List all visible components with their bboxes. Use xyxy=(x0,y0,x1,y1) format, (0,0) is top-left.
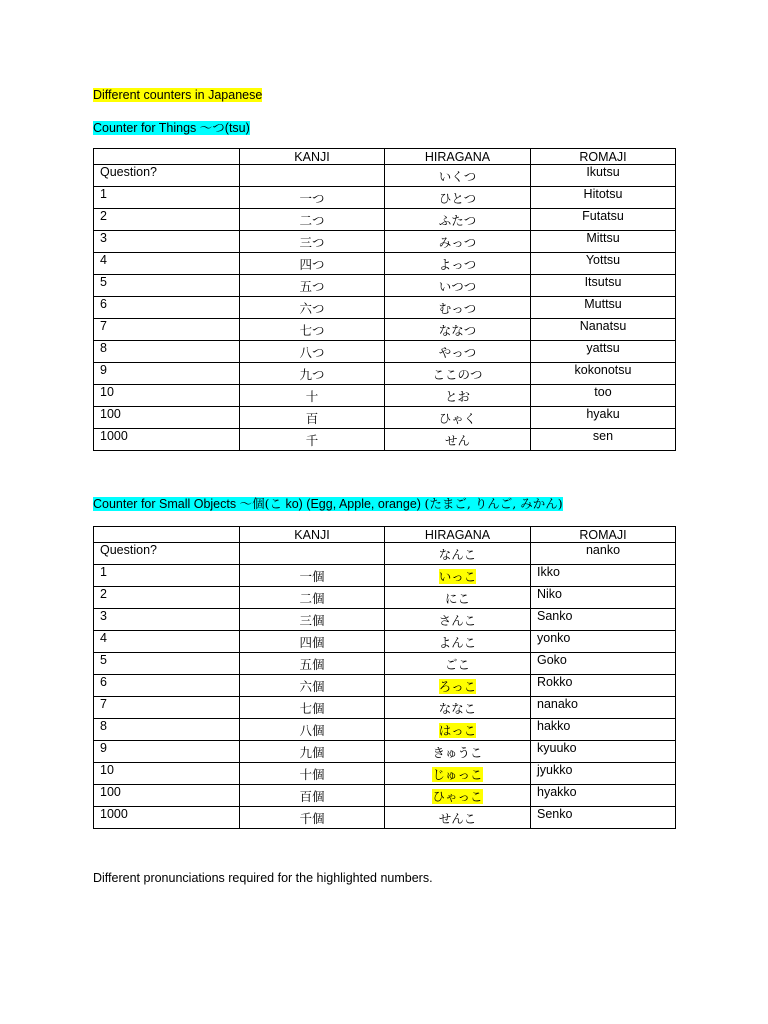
table-row xyxy=(94,363,676,385)
section2-heading-jp2: (たまご, りんご, みかん) xyxy=(424,496,563,511)
hiragana-cell-text: ここのつ xyxy=(432,367,483,382)
hiragana-cell xyxy=(385,631,531,653)
hiragana-cell-text: いっこ xyxy=(438,569,477,584)
kanji-cell xyxy=(240,653,385,675)
kanji-cell xyxy=(240,275,385,297)
table-row xyxy=(94,275,676,297)
number-cell-text: 2 xyxy=(100,209,107,223)
hiragana-cell-text: さんこ xyxy=(438,613,477,628)
hiragana-cell xyxy=(385,275,531,297)
number-cell-text: 10 xyxy=(100,385,114,399)
romaji-cell-text: yonko xyxy=(537,631,571,645)
number-cell-text: Question? xyxy=(100,543,157,557)
romaji-cell-text: Goko xyxy=(537,653,567,667)
romaji-cell xyxy=(531,763,676,785)
romaji-cell-text: Ikko xyxy=(537,565,560,579)
romaji-cell xyxy=(531,407,676,429)
hiragana-cell xyxy=(385,719,531,741)
number-cell-text: 1 xyxy=(100,565,107,579)
kanji-cell-text: 一つ xyxy=(299,191,325,206)
kanji-cell xyxy=(240,675,385,697)
romaji-cell-text: Mittsu xyxy=(586,231,620,245)
number-cell xyxy=(94,297,240,319)
hiragana-cell xyxy=(385,785,531,807)
romaji-cell xyxy=(531,565,676,587)
kanji-cell xyxy=(240,319,385,341)
kanji-cell xyxy=(240,187,385,209)
number-cell xyxy=(94,719,240,741)
romaji-cell xyxy=(531,675,676,697)
kanji-cell-text: 二つ xyxy=(299,213,325,228)
number-cell xyxy=(94,319,240,341)
section1-heading-jp: ～つ xyxy=(199,120,225,135)
hiragana-cell-text: やっつ xyxy=(438,345,477,360)
romaji-cell xyxy=(531,297,676,319)
table-row xyxy=(94,319,676,341)
kanji-cell xyxy=(240,543,385,565)
romaji-cell xyxy=(531,807,676,829)
romaji-cell-text: nanako xyxy=(537,697,579,711)
hiragana-cell xyxy=(385,363,531,385)
table-row xyxy=(94,631,676,653)
romaji-cell-text: nanko xyxy=(585,543,621,557)
hiragana-cell-text: きゅうこ xyxy=(432,745,483,760)
kanji-cell xyxy=(240,785,385,807)
hiragana-cell xyxy=(385,609,531,631)
table-row xyxy=(94,297,676,319)
romaji-cell xyxy=(531,697,676,719)
number-cell-text: 1000 xyxy=(100,429,128,443)
table-row xyxy=(94,763,676,785)
kanji-cell-text: 四つ xyxy=(299,257,325,272)
number-cell xyxy=(94,385,240,407)
header-kanji: KANJI xyxy=(240,527,385,543)
romaji-cell-text: Itsutsu xyxy=(584,275,622,289)
table-row xyxy=(94,587,676,609)
hiragana-cell xyxy=(385,407,531,429)
number-cell-text: 6 xyxy=(100,297,107,311)
hiragana-cell xyxy=(385,231,531,253)
romaji-cell-text: Nanatsu xyxy=(579,319,627,333)
kanji-cell xyxy=(240,363,385,385)
kanji-cell-text: 五つ xyxy=(299,279,325,294)
number-cell-text: 100 xyxy=(100,407,121,421)
section1-heading-suffix: (tsu) xyxy=(224,121,250,135)
hiragana-cell xyxy=(385,675,531,697)
section1-heading-prefix: Counter for Things xyxy=(93,121,200,135)
romaji-cell xyxy=(531,609,676,631)
number-cell xyxy=(94,165,240,187)
hiragana-cell-text: せんこ xyxy=(438,811,477,826)
kanji-cell-text: 七個 xyxy=(299,701,325,716)
number-cell-text: 5 xyxy=(100,275,107,289)
romaji-cell xyxy=(531,587,676,609)
number-cell-text: 3 xyxy=(100,231,107,245)
hiragana-cell-text: いつつ xyxy=(438,279,477,294)
romaji-cell-text: Ikutsu xyxy=(586,165,620,179)
number-cell-text: Question? xyxy=(100,165,157,179)
romaji-cell xyxy=(531,209,676,231)
number-cell xyxy=(94,631,240,653)
table-row xyxy=(94,653,676,675)
kanji-cell-text: 六つ xyxy=(299,301,325,316)
romaji-cell-text: hyakko xyxy=(537,785,577,799)
header-romaji: ROMAJI xyxy=(531,149,676,165)
title-text: Different counters in Japanese xyxy=(93,88,263,102)
table-row xyxy=(94,341,676,363)
hiragana-cell xyxy=(385,253,531,275)
hiragana-cell xyxy=(385,587,531,609)
kanji-cell-text: 九個 xyxy=(299,745,325,760)
number-cell xyxy=(94,741,240,763)
romaji-cell xyxy=(531,631,676,653)
romaji-cell xyxy=(531,275,676,297)
kanji-cell xyxy=(240,253,385,275)
section2-heading-mid: ko) (Egg, Apple, orange) xyxy=(281,497,425,511)
hiragana-cell xyxy=(385,543,531,565)
romaji-cell-text: Hitotsu xyxy=(583,187,623,201)
header-hiragana: HIRAGANA xyxy=(385,527,531,543)
hiragana-cell xyxy=(385,807,531,829)
table-row xyxy=(94,697,676,719)
number-cell-text: 6 xyxy=(100,675,107,689)
romaji-cell xyxy=(531,653,676,675)
number-cell xyxy=(94,675,240,697)
number-cell-text: 7 xyxy=(100,697,107,711)
romaji-cell xyxy=(531,719,676,741)
romaji-cell-text: too xyxy=(594,385,612,399)
hiragana-cell-text: ひとつ xyxy=(438,191,477,206)
hiragana-cell-text: むっつ xyxy=(438,301,477,316)
table-row xyxy=(94,429,676,451)
section1-heading-highlight xyxy=(93,121,250,135)
number-cell xyxy=(94,363,240,385)
hiragana-cell-text: ごこ xyxy=(444,657,470,672)
hiragana-cell xyxy=(385,165,531,187)
number-cell xyxy=(94,807,240,829)
table-row xyxy=(94,807,676,829)
table-row xyxy=(94,543,676,565)
kanji-cell-text: 三つ xyxy=(299,235,325,250)
number-cell xyxy=(94,697,240,719)
small-objects-counter-table xyxy=(93,526,676,829)
hiragana-cell-text: にこ xyxy=(444,591,470,606)
hiragana-cell xyxy=(385,297,531,319)
kanji-cell xyxy=(240,807,385,829)
kanji-cell-text: 千個 xyxy=(299,811,325,826)
number-cell-text: 8 xyxy=(100,719,107,733)
number-cell xyxy=(94,187,240,209)
romaji-cell xyxy=(531,429,676,451)
kanji-cell-text: 五個 xyxy=(299,657,325,672)
hiragana-cell xyxy=(385,187,531,209)
kanji-cell xyxy=(240,609,385,631)
table-row xyxy=(94,385,676,407)
hiragana-cell-text: じゅっこ xyxy=(432,767,483,782)
number-cell xyxy=(94,341,240,363)
number-cell xyxy=(94,275,240,297)
romaji-cell-text: Senko xyxy=(537,807,573,821)
kanji-cell-text: 六個 xyxy=(299,679,325,694)
romaji-cell-text: hyaku xyxy=(586,407,620,421)
romaji-cell-text: Sanko xyxy=(537,609,573,623)
number-cell xyxy=(94,253,240,275)
hiragana-cell-text: よっつ xyxy=(438,257,477,272)
hiragana-cell-text: とお xyxy=(444,389,470,404)
kanji-cell-text: 三個 xyxy=(299,613,325,628)
number-cell-text: 2 xyxy=(100,587,107,601)
section1-heading xyxy=(93,118,250,136)
kanji-cell-text: 百 xyxy=(305,411,319,426)
kanji-cell xyxy=(240,231,385,253)
number-cell-text: 4 xyxy=(100,253,107,267)
hiragana-cell xyxy=(385,565,531,587)
romaji-cell xyxy=(531,319,676,341)
kanji-cell xyxy=(240,587,385,609)
number-cell xyxy=(94,565,240,587)
number-cell-text: 1000 xyxy=(100,807,128,821)
table-row xyxy=(94,209,676,231)
number-cell-text: 1 xyxy=(100,187,107,201)
kanji-cell xyxy=(240,341,385,363)
table-row xyxy=(94,407,676,429)
kanji-cell-text: 十 xyxy=(305,389,319,404)
table-row xyxy=(94,785,676,807)
header-hiragana: HIRAGANA xyxy=(385,149,531,165)
hiragana-cell xyxy=(385,209,531,231)
romaji-cell xyxy=(531,165,676,187)
hiragana-cell-text: ななこ xyxy=(438,701,477,716)
romaji-cell-text: jyukko xyxy=(537,763,573,777)
kanji-cell-text: 九つ xyxy=(299,367,325,382)
hiragana-cell-text: ひゃっこ xyxy=(432,789,483,804)
number-cell-text: 100 xyxy=(100,785,121,799)
number-cell-text: 10 xyxy=(100,763,114,777)
number-cell xyxy=(94,543,240,565)
kanji-cell-text: 四個 xyxy=(299,635,325,650)
romaji-cell-text: Niko xyxy=(537,587,563,601)
kanji-cell xyxy=(240,209,385,231)
number-cell xyxy=(94,587,240,609)
kanji-cell-text: 十個 xyxy=(299,767,325,782)
kanji-cell xyxy=(240,165,385,187)
romaji-cell-text: kokonotsu xyxy=(574,363,632,377)
number-cell xyxy=(94,653,240,675)
hiragana-cell-text: いくつ xyxy=(438,169,477,184)
number-cell xyxy=(94,763,240,785)
kanji-cell-text: 一個 xyxy=(299,569,325,584)
romaji-cell-text: Muttsu xyxy=(584,297,622,311)
table-row xyxy=(94,741,676,763)
kanji-cell xyxy=(240,407,385,429)
section2-heading-prefix: Counter for Small Objects xyxy=(93,497,240,511)
number-cell-text: 7 xyxy=(100,319,107,333)
hiragana-cell xyxy=(385,697,531,719)
hiragana-cell-text: みっつ xyxy=(438,235,477,250)
romaji-cell xyxy=(531,385,676,407)
hiragana-cell-text: なんこ xyxy=(438,547,477,562)
romaji-cell xyxy=(531,253,676,275)
romaji-cell-text: hakko xyxy=(537,719,571,733)
section2-heading xyxy=(93,494,563,512)
kanji-cell xyxy=(240,697,385,719)
kanji-cell xyxy=(240,297,385,319)
table-row xyxy=(94,187,676,209)
kanji-cell xyxy=(240,429,385,451)
number-cell xyxy=(94,209,240,231)
header-number xyxy=(94,149,240,165)
romaji-cell-text: kyuuko xyxy=(537,741,577,755)
number-cell-text: 8 xyxy=(100,341,107,355)
romaji-cell-text: sen xyxy=(592,429,614,443)
number-cell-text: 9 xyxy=(100,741,107,755)
kanji-cell-text: 千 xyxy=(305,433,319,448)
hiragana-cell-text: ななつ xyxy=(438,323,477,338)
header-romaji: ROMAJI xyxy=(531,527,676,543)
hiragana-cell xyxy=(385,741,531,763)
table-header-row xyxy=(94,527,676,543)
table-row xyxy=(94,565,676,587)
romaji-cell xyxy=(531,363,676,385)
romaji-cell xyxy=(531,231,676,253)
romaji-cell xyxy=(531,785,676,807)
things-counter-table xyxy=(93,148,676,451)
kanji-cell xyxy=(240,565,385,587)
kanji-cell-text: 二個 xyxy=(299,591,325,606)
hiragana-cell-text: よんこ xyxy=(438,635,477,650)
number-cell-text: 9 xyxy=(100,363,107,377)
kanji-cell xyxy=(240,719,385,741)
kanji-cell xyxy=(240,741,385,763)
kanji-cell xyxy=(240,763,385,785)
number-cell xyxy=(94,429,240,451)
kanji-cell-text: 八個 xyxy=(299,723,325,738)
table-row xyxy=(94,675,676,697)
hiragana-cell-text: ろっこ xyxy=(438,679,477,694)
kanji-cell-text: 百個 xyxy=(299,789,325,804)
section2-heading-jp: ～個(こ xyxy=(239,496,282,511)
number-cell-text: 4 xyxy=(100,631,107,645)
romaji-cell-text: yattsu xyxy=(586,341,620,355)
hiragana-cell xyxy=(385,319,531,341)
number-cell xyxy=(94,609,240,631)
kanji-cell xyxy=(240,385,385,407)
hiragana-cell-text: はっこ xyxy=(438,723,477,738)
romaji-cell-text: Rokko xyxy=(537,675,573,689)
hiragana-cell xyxy=(385,341,531,363)
table-header-row xyxy=(94,149,676,165)
number-cell-text: 3 xyxy=(100,609,107,623)
number-cell xyxy=(94,407,240,429)
header-number xyxy=(94,527,240,543)
hiragana-cell-text: ふたつ xyxy=(438,213,477,228)
hiragana-cell xyxy=(385,653,531,675)
romaji-cell xyxy=(531,543,676,565)
section2-heading-highlight xyxy=(93,497,563,511)
romaji-cell xyxy=(531,187,676,209)
romaji-cell xyxy=(531,741,676,763)
page-title xyxy=(93,88,262,102)
romaji-cell-text: Yottsu xyxy=(585,253,621,267)
hiragana-cell xyxy=(385,763,531,785)
number-cell xyxy=(94,231,240,253)
table-row xyxy=(94,609,676,631)
hiragana-cell-text: せん xyxy=(444,433,470,448)
kanji-cell xyxy=(240,631,385,653)
hiragana-cell-text: ひゃく xyxy=(438,411,477,426)
kanji-cell-text: 七つ xyxy=(299,323,325,338)
footer-note: Different pronunciations required for the highlighted numbers. xyxy=(93,871,433,885)
romaji-cell xyxy=(531,341,676,363)
table-row xyxy=(94,165,676,187)
hiragana-cell xyxy=(385,385,531,407)
number-cell xyxy=(94,785,240,807)
table-row xyxy=(94,231,676,253)
table-row xyxy=(94,253,676,275)
header-kanji: KANJI xyxy=(240,149,385,165)
kanji-cell-text: 八つ xyxy=(299,345,325,360)
table-row xyxy=(94,719,676,741)
romaji-cell-text: Futatsu xyxy=(582,209,624,223)
hiragana-cell xyxy=(385,429,531,451)
number-cell-text: 5 xyxy=(100,653,107,667)
